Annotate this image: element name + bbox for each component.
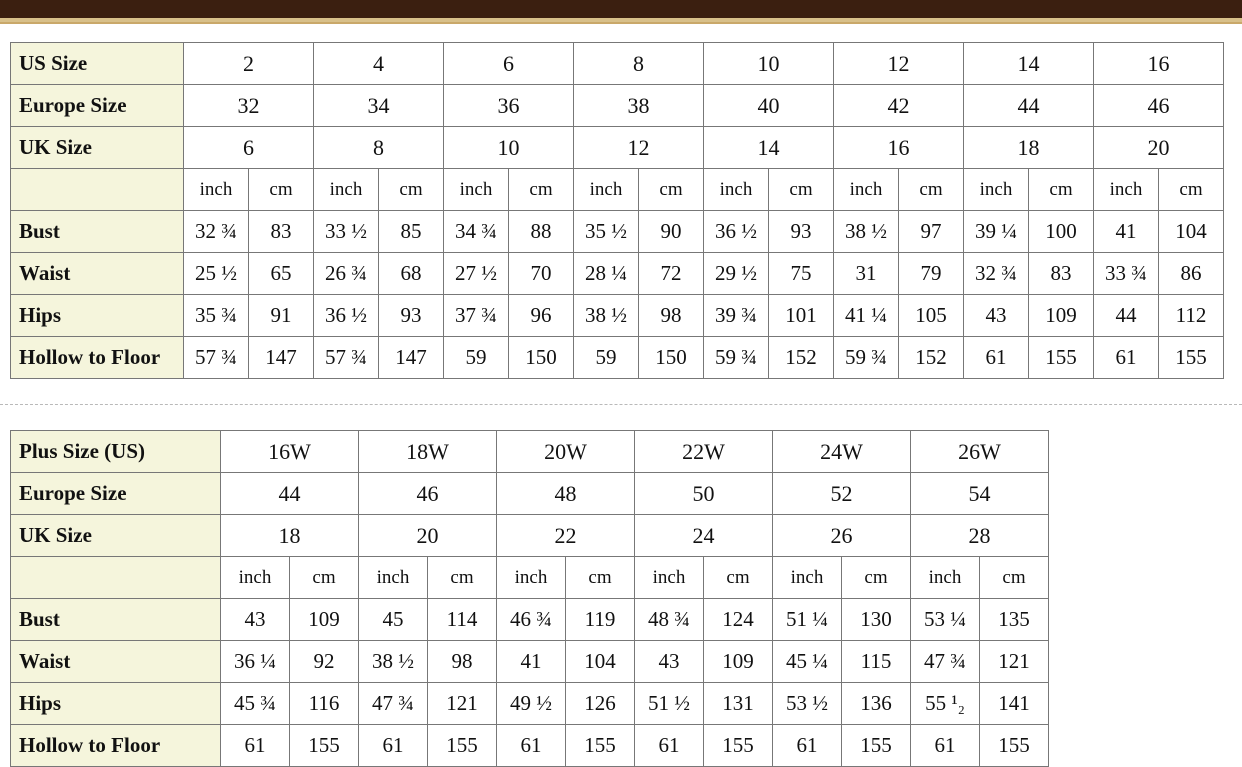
standard-size-chart-container [10, 42, 1224, 379]
measure-cell: 35 ½ [574, 211, 639, 253]
cell-us-size-4: 10 [704, 43, 834, 85]
cell-uk-size-plus-1: 20 [359, 515, 497, 557]
row-label-hollow-to-floor: Hollow to Floor [11, 337, 184, 379]
row-label-units-blank [11, 169, 184, 211]
top-bar-accent-line [0, 18, 1242, 22]
table-row [11, 127, 1224, 169]
standard-size-table [10, 42, 1224, 379]
unit-cell: cm [566, 557, 635, 599]
measure-cell: 85 [379, 211, 444, 253]
unit-cell: inch [635, 557, 704, 599]
row-label-us-size: US Size [11, 43, 184, 85]
measure-cell: 47 ¾ [359, 683, 428, 725]
measure-cell: 101 [769, 295, 834, 337]
measure-cell: 44 [1094, 295, 1159, 337]
measure-cell: 112 [1159, 295, 1224, 337]
measure-cell: 41 [497, 641, 566, 683]
cell-europe-size-plus-3: 50 [635, 473, 773, 515]
cell-europe-size-plus-2: 48 [497, 473, 635, 515]
measure-cell: 105 [899, 295, 964, 337]
measure-cell: 37 ¾ [444, 295, 509, 337]
measure-cell: 61 [964, 337, 1029, 379]
measure-cell: 131 [704, 683, 773, 725]
cell-europe-size-2: 36 [444, 85, 574, 127]
cell-uk-size-plus-3: 24 [635, 515, 773, 557]
cell-europe-size-plus-4: 52 [773, 473, 911, 515]
measure-cell: 121 [428, 683, 497, 725]
measure-cell: 152 [769, 337, 834, 379]
measure-cell: 61 [359, 725, 428, 767]
measure-cell: 124 [704, 599, 773, 641]
unit-cell: cm [428, 557, 497, 599]
unit-cell: cm [980, 557, 1049, 599]
cell-plus-size-0: 16W [221, 431, 359, 473]
measure-cell: 59 [574, 337, 639, 379]
measure-cell: 39 ¼ [964, 211, 1029, 253]
unit-cell: cm [249, 169, 314, 211]
measure-cell: 115 [842, 641, 911, 683]
table-row [11, 337, 1224, 379]
row-label-hips-plus: Hips [11, 683, 221, 725]
measure-cell: 33 ¾ [1094, 253, 1159, 295]
cell-plus-size-5: 26W [911, 431, 1049, 473]
cell-uk-size-2: 10 [444, 127, 574, 169]
measure-cell: 38 ½ [359, 641, 428, 683]
cell-plus-size-3: 22W [635, 431, 773, 473]
cell-us-size-5: 12 [834, 43, 964, 85]
table-row [11, 295, 1224, 337]
measure-cell: 61 [497, 725, 566, 767]
measure-cell: 61 [221, 725, 290, 767]
unit-cell: inch [444, 169, 509, 211]
measure-cell: 39 ¾ [704, 295, 769, 337]
measure-cell: 45 ¼ [773, 641, 842, 683]
cell-uk-size-plus-0: 18 [221, 515, 359, 557]
measure-cell: 155 [566, 725, 635, 767]
measure-cell: 41 [1094, 211, 1159, 253]
measure-cell: 51 ¼ [773, 599, 842, 641]
measure-cell: 130 [842, 599, 911, 641]
measure-cell: 48 ¾ [635, 599, 704, 641]
cell-europe-size-1: 34 [314, 85, 444, 127]
measure-cell: 92 [290, 641, 359, 683]
cell-uk-size-0: 6 [184, 127, 314, 169]
measure-cell: 61 [1094, 337, 1159, 379]
measure-cell: 83 [249, 211, 314, 253]
measure-cell: 86 [1159, 253, 1224, 295]
measure-cell: 70 [509, 253, 574, 295]
table-row [11, 641, 1049, 683]
row-label-europe-size-plus: Europe Size [11, 473, 221, 515]
measure-cell: 97 [899, 211, 964, 253]
cell-europe-size-7: 46 [1094, 85, 1224, 127]
measure-cell: 43 [221, 599, 290, 641]
cell-uk-size-3: 12 [574, 127, 704, 169]
unit-cell: inch [221, 557, 290, 599]
row-label-hollow-to-floor-plus: Hollow to Floor [11, 725, 221, 767]
measure-cell: 59 ¾ [834, 337, 899, 379]
measure-cell: 53 ¼ [911, 599, 980, 641]
row-label-bust: Bust [11, 211, 184, 253]
plus-size-chart-container [10, 430, 1049, 767]
table-row [11, 253, 1224, 295]
unit-cell: cm [639, 169, 704, 211]
cell-uk-size-plus-4: 26 [773, 515, 911, 557]
measure-cell: 104 [1159, 211, 1224, 253]
unit-cell: cm [769, 169, 834, 211]
measure-cell: 33 ½ [314, 211, 379, 253]
measure-cell: 27 ½ [444, 253, 509, 295]
row-label-units-blank-plus [11, 557, 221, 599]
measure-cell: 28 ¼ [574, 253, 639, 295]
measure-cell: 98 [639, 295, 704, 337]
unit-cell: inch [497, 557, 566, 599]
cell-us-size-2: 6 [444, 43, 574, 85]
cell-europe-size-0: 32 [184, 85, 314, 127]
measure-cell: 155 [704, 725, 773, 767]
measure-cell: 155 [428, 725, 497, 767]
row-label-plus-size-us: Plus Size (US) [11, 431, 221, 473]
measure-cell: 96 [509, 295, 574, 337]
measure-cell: 57 ¾ [184, 337, 249, 379]
measure-cell: 43 [964, 295, 1029, 337]
measure-cell: 61 [635, 725, 704, 767]
unit-cell: cm [1029, 169, 1094, 211]
unit-cell: cm [899, 169, 964, 211]
measure-cell: 83 [1029, 253, 1094, 295]
measure-cell: 65 [249, 253, 314, 295]
measure-cell: 41 ¼ [834, 295, 899, 337]
cell-uk-size-plus-5: 28 [911, 515, 1049, 557]
unit-cell: inch [911, 557, 980, 599]
cell-europe-size-6: 44 [964, 85, 1094, 127]
measure-cell: 57 ¾ [314, 337, 379, 379]
cell-plus-size-1: 18W [359, 431, 497, 473]
cell-uk-size-1: 8 [314, 127, 444, 169]
measure-cell: 45 [359, 599, 428, 641]
row-label-uk-size: UK Size [11, 127, 184, 169]
measure-cell: 26 ¾ [314, 253, 379, 295]
table-row [11, 169, 1224, 211]
unit-cell: inch [314, 169, 379, 211]
table-row [11, 85, 1224, 127]
measure-cell: 114 [428, 599, 497, 641]
cell-europe-size-3: 38 [574, 85, 704, 127]
measure-cell: 45 ¾ [221, 683, 290, 725]
measure-cell: 104 [566, 641, 635, 683]
table-row [11, 683, 1049, 725]
measure-cell: 25 ½ [184, 253, 249, 295]
unit-cell: cm [842, 557, 911, 599]
measure-cell: 49 ½ [497, 683, 566, 725]
unit-cell: inch [1094, 169, 1159, 211]
cell-us-size-6: 14 [964, 43, 1094, 85]
measure-cell: 36 ½ [704, 211, 769, 253]
unit-cell: inch [184, 169, 249, 211]
measure-cell: 51 ½ [635, 683, 704, 725]
table-row [11, 43, 1224, 85]
table-row [11, 211, 1224, 253]
row-label-uk-size-plus: UK Size [11, 515, 221, 557]
unit-cell: cm [509, 169, 574, 211]
unit-cell: inch [704, 169, 769, 211]
measure-cell: 91 [249, 295, 314, 337]
unit-cell: inch [964, 169, 1029, 211]
measure-cell: 36 ½ [314, 295, 379, 337]
measure-cell: 59 ¾ [704, 337, 769, 379]
cell-us-size-7: 16 [1094, 43, 1224, 85]
measure-cell: 150 [509, 337, 574, 379]
measure-cell: 75 [769, 253, 834, 295]
measure-cell: 61 [773, 725, 842, 767]
section-divider [0, 404, 1242, 405]
unit-cell: inch [773, 557, 842, 599]
unit-cell: cm [1159, 169, 1224, 211]
cell-plus-size-4: 24W [773, 431, 911, 473]
unit-cell: inch [574, 169, 639, 211]
measure-cell: 147 [379, 337, 444, 379]
measure-cell: 31 [834, 253, 899, 295]
measure-cell: 32 ¾ [964, 253, 1029, 295]
measure-cell: 34 ¾ [444, 211, 509, 253]
measure-cell: 79 [899, 253, 964, 295]
plus-size-table [10, 430, 1049, 767]
measure-cell: 53 ½ [773, 683, 842, 725]
row-label-bust-plus: Bust [11, 599, 221, 641]
measure-cell: 35 ¾ [184, 295, 249, 337]
unit-cell: cm [290, 557, 359, 599]
measure-cell: 135 [980, 599, 1049, 641]
measure-cell: 155 [1029, 337, 1094, 379]
measure-cell: 109 [704, 641, 773, 683]
cell-uk-size-plus-2: 22 [497, 515, 635, 557]
measure-cell: 29 ½ [704, 253, 769, 295]
measure-cell: 72 [639, 253, 704, 295]
measure-cell: 150 [639, 337, 704, 379]
cell-uk-size-5: 16 [834, 127, 964, 169]
measure-cell: 141 [980, 683, 1049, 725]
cell-uk-size-6: 18 [964, 127, 1094, 169]
measure-cell: 136 [842, 683, 911, 725]
cell-europe-size-plus-1: 46 [359, 473, 497, 515]
measure-cell: 155 [980, 725, 1049, 767]
measure-cell: 46 ¾ [497, 599, 566, 641]
measure-cell: 155 [290, 725, 359, 767]
cell-uk-size-4: 14 [704, 127, 834, 169]
measure-cell: 98 [428, 641, 497, 683]
table-row [11, 431, 1049, 473]
measure-cell: 88 [509, 211, 574, 253]
table-row [11, 599, 1049, 641]
measure-cell: 43 [635, 641, 704, 683]
decorative-top-bar [0, 0, 1242, 24]
cell-europe-size-plus-0: 44 [221, 473, 359, 515]
cell-plus-size-2: 20W [497, 431, 635, 473]
measure-cell: 32 ¾ [184, 211, 249, 253]
cell-us-size-1: 4 [314, 43, 444, 85]
measure-cell: 47 ¾ [911, 641, 980, 683]
measure-cell: 38 ½ [574, 295, 639, 337]
measure-cell: 126 [566, 683, 635, 725]
measure-cell: 152 [899, 337, 964, 379]
table-row [11, 473, 1049, 515]
table-row [11, 515, 1049, 557]
measure-cell: 155 [1159, 337, 1224, 379]
measure-cell: 155 [842, 725, 911, 767]
measure-cell: 68 [379, 253, 444, 295]
cell-us-size-3: 8 [574, 43, 704, 85]
row-label-waist: Waist [11, 253, 184, 295]
cell-europe-size-4: 40 [704, 85, 834, 127]
measure-cell: 109 [290, 599, 359, 641]
measure-cell: 38 ½ [834, 211, 899, 253]
row-label-hips: Hips [11, 295, 184, 337]
unit-cell: cm [704, 557, 773, 599]
measure-cell: 147 [249, 337, 314, 379]
row-label-waist-plus: Waist [11, 641, 221, 683]
cell-us-size-0: 2 [184, 43, 314, 85]
cell-europe-size-plus-5: 54 [911, 473, 1049, 515]
measure-cell: 61 [911, 725, 980, 767]
unit-cell: cm [379, 169, 444, 211]
cell-uk-size-7: 20 [1094, 127, 1224, 169]
unit-cell: inch [359, 557, 428, 599]
measure-cell: 93 [379, 295, 444, 337]
measure-cell: 36 ¼ [221, 641, 290, 683]
measure-cell: 55 ¹₂ [911, 683, 980, 725]
cell-europe-size-5: 42 [834, 85, 964, 127]
measure-cell: 109 [1029, 295, 1094, 337]
measure-cell: 119 [566, 599, 635, 641]
table-row [11, 557, 1049, 599]
measure-cell: 116 [290, 683, 359, 725]
measure-cell: 59 [444, 337, 509, 379]
row-label-europe-size: Europe Size [11, 85, 184, 127]
measure-cell: 90 [639, 211, 704, 253]
unit-cell: inch [834, 169, 899, 211]
measure-cell: 100 [1029, 211, 1094, 253]
table-row [11, 725, 1049, 767]
measure-cell: 121 [980, 641, 1049, 683]
measure-cell: 93 [769, 211, 834, 253]
